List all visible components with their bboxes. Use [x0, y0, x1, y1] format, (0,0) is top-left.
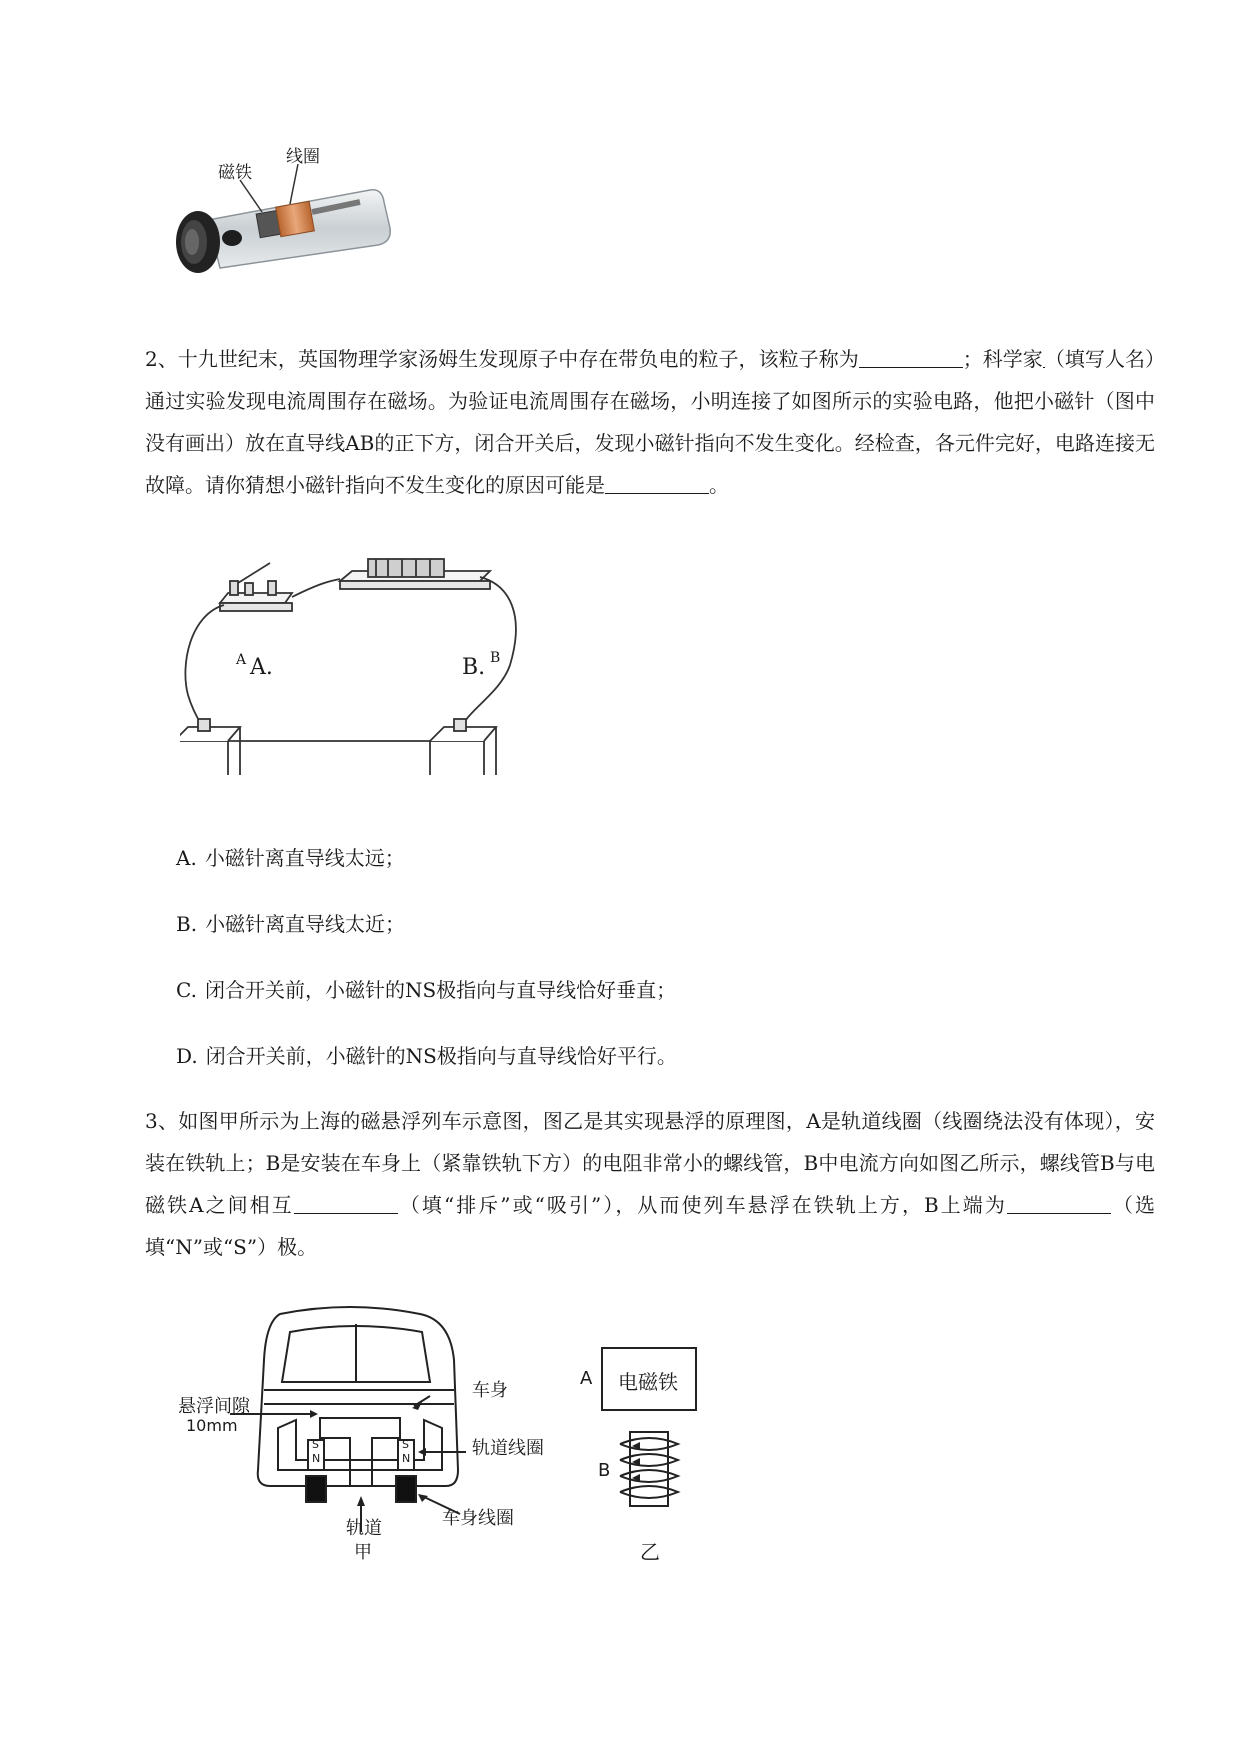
option-c-text: 闭合开关前，小磁针的NS极指向与直导线恰好垂直；	[204, 978, 677, 1002]
maglev-figure	[160, 1300, 580, 1570]
left-coil-s-label: S	[312, 1438, 319, 1451]
electromagnet-a-label: A	[580, 1368, 593, 1389]
question-2-number: 2、	[145, 347, 178, 371]
option-a[interactable]	[176, 844, 405, 872]
circuit-figure	[180, 555, 550, 775]
figure-jia-label: 甲	[354, 1542, 372, 1563]
electromagnet-label: 电磁铁	[618, 1370, 678, 1394]
option-a-text: 小磁针离直导线太远；	[204, 846, 405, 870]
gap-value-label: 10mm	[186, 1416, 238, 1435]
question-3-text-2: （填“排斥”或“吸引”），从而使列车悬浮在铁轨上方，B上端为	[397, 1193, 1007, 1217]
circuit-label-b-small: B	[490, 650, 501, 666]
circuit-label-b: B.	[462, 655, 486, 680]
left-coil-n-label: N	[312, 1452, 321, 1465]
option-b-text: 小磁针离直导线太近；	[205, 912, 406, 936]
car-body-label: 车身	[472, 1380, 508, 1401]
solenoid-figure	[580, 1340, 710, 1564]
option-d-text: 闭合开关前，小磁针的NS极指向与直导线恰好平行。	[205, 1044, 677, 1068]
circuit-label-a-small: A	[236, 652, 247, 668]
question-2-text-2: ；科学家	[962, 347, 1043, 371]
question-3-text-3: （选填“N”或“S”）极。	[145, 1193, 1156, 1259]
answer-blank-reason[interactable]	[605, 473, 709, 494]
coil-label: 线圈	[286, 147, 320, 167]
option-b-letter: B.	[176, 912, 198, 936]
option-c[interactable]	[176, 976, 676, 1004]
track-label: 轨道	[346, 1518, 382, 1539]
answer-blank-particle[interactable]	[859, 347, 963, 368]
figure-yi-label: 乙	[640, 1540, 660, 1564]
answer-blank-interaction[interactable]	[294, 1193, 398, 1214]
question-3-text-1: 如图甲所示为上海的磁悬浮列车示意图，图乙是其实现悬浮的原理图，A是轨道线圈（线圈绕法没有体现），安装在铁轨上；B是安装在车身上（紧靠铁轨下方）的电阻非常小的螺线管，B中电流方向如图乙所示，螺线管B与电磁铁A之间相互	[145, 1109, 1155, 1217]
question-2-text-1: 十九世纪末，英国物理学家汤姆生发现原子中存在带负电的粒子，该粒子称为	[177, 347, 859, 371]
option-a-letter: A.	[176, 846, 197, 870]
question-3	[145, 1100, 1155, 1268]
question-2-text-4: 。	[709, 473, 729, 497]
option-d-letter: D.	[176, 1044, 198, 1068]
body-coil-label: 车身线圈	[442, 1508, 514, 1529]
circuit-label-a: A.	[250, 655, 273, 680]
option-b[interactable]	[176, 910, 405, 938]
magnet-label: 磁铁	[218, 163, 252, 183]
solenoid-b-label: B	[598, 1460, 611, 1481]
option-c-letter: C.	[176, 978, 197, 1002]
flashlight-figure	[170, 147, 400, 310]
right-coil-s-label: S	[402, 1438, 409, 1451]
option-d[interactable]	[176, 1042, 677, 1070]
question-2-text-3: （填写人名）通过实验发现电流周围存在磁场。为验证电流周围存在磁场，小明连接了如图所示的实验电路，他把小磁针（图中没有画出）放在直导线AB的正下方，闭合开关后，发现小磁针指向不发生变化。经检查，各元件完好，电路连接无故障。请你猜想小磁针指向不发生变化的原因可能是	[145, 347, 1156, 497]
gap-label: 悬浮间隙	[178, 1396, 250, 1417]
answer-blank-pole[interactable]	[1007, 1193, 1111, 1214]
question-3-number: 3、	[145, 1109, 179, 1133]
question-2	[145, 338, 1155, 506]
track-coil-label: 轨道线圈	[472, 1438, 544, 1459]
right-coil-n-label: N	[402, 1452, 411, 1465]
